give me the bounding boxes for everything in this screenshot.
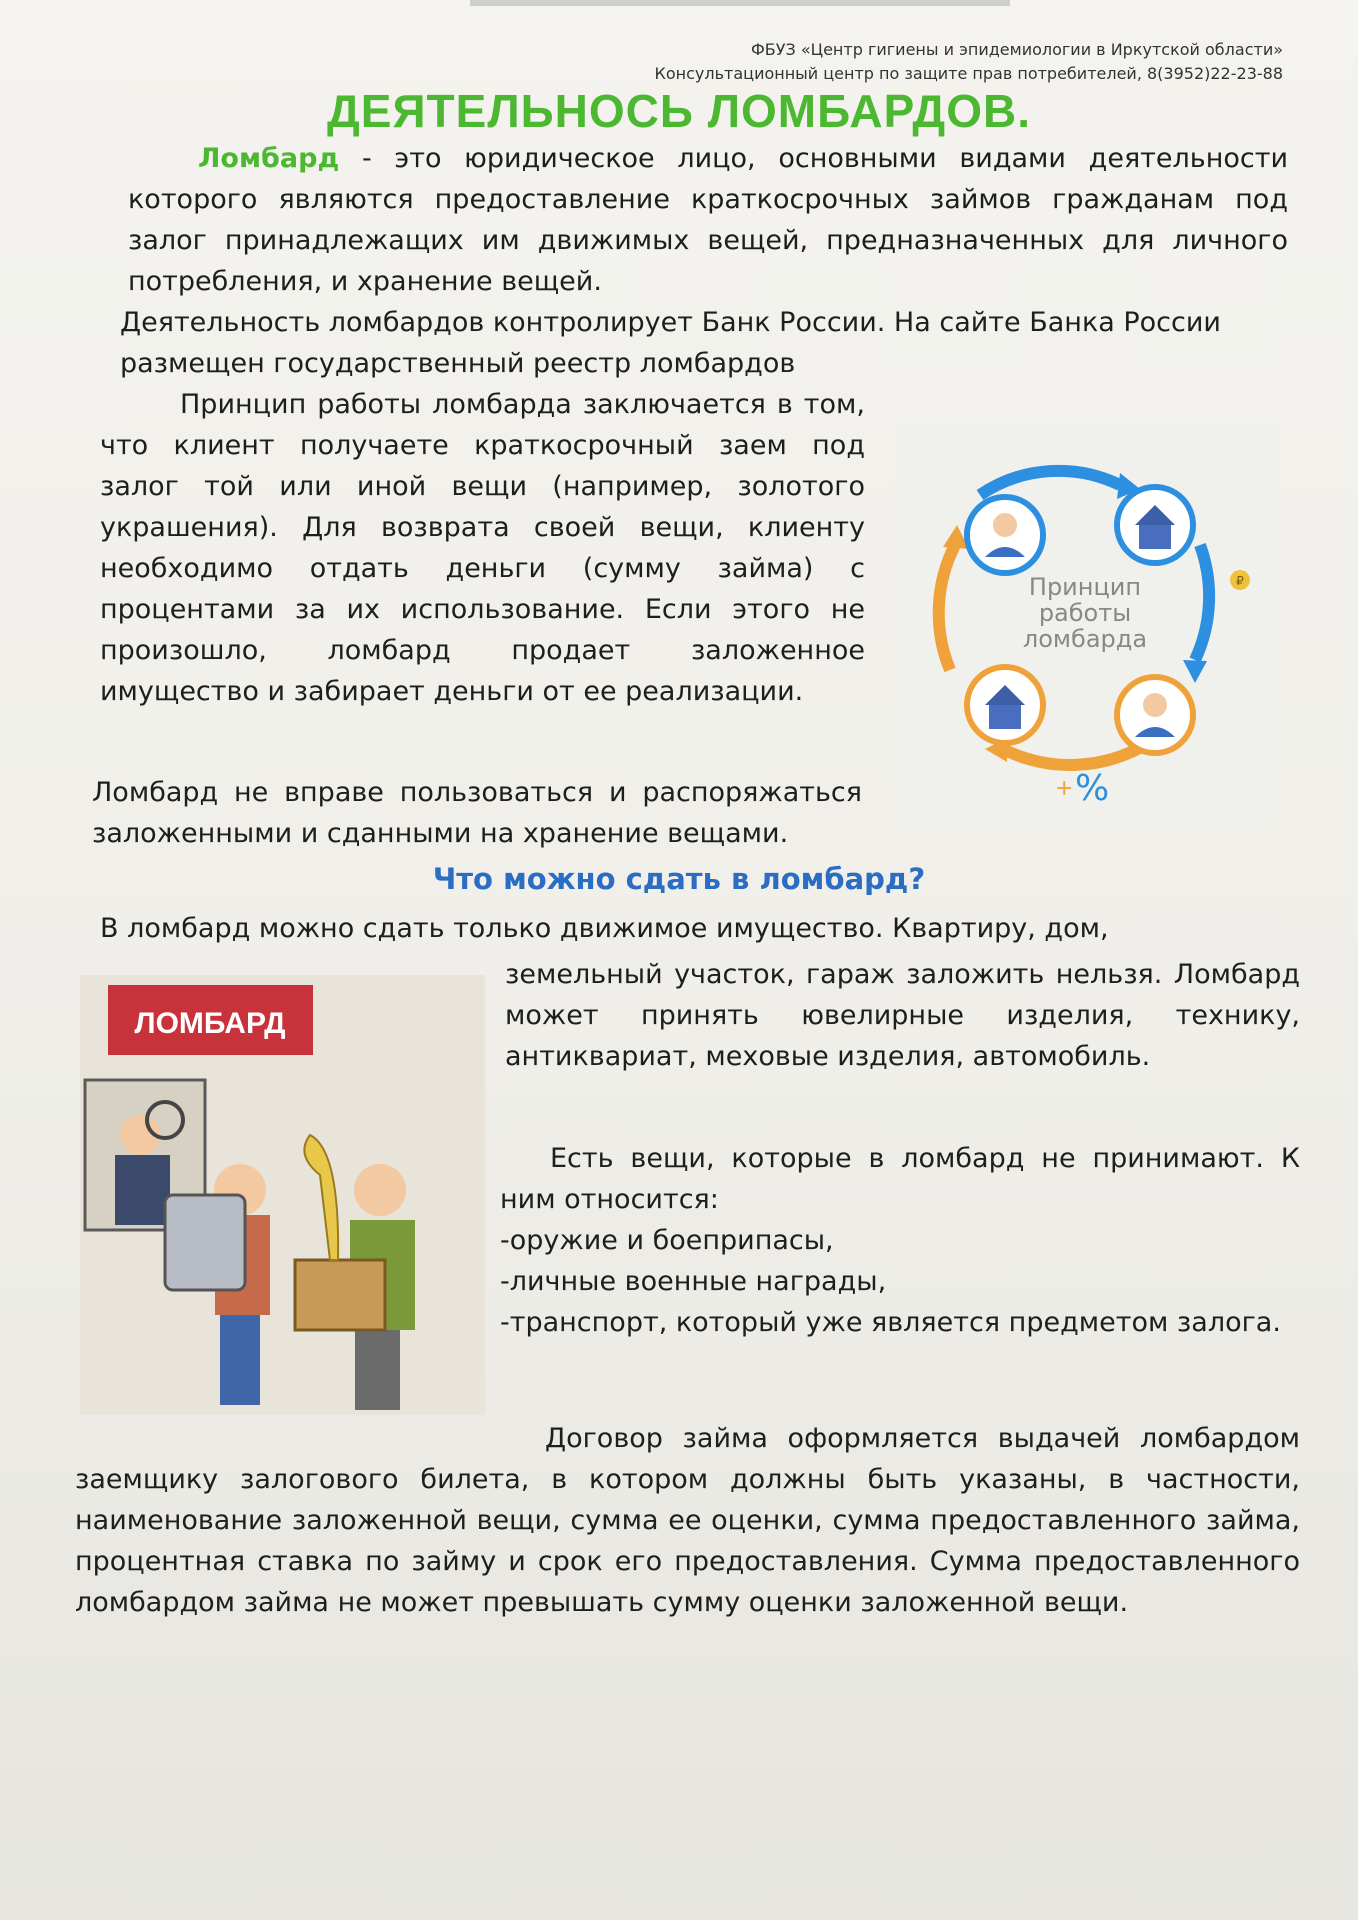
intro-definition: - это юридическое лицо, основными видами деятельности которого являются предоставление краткосрочных займов гражданам под залог принадлежащих им движимых вещей, предназначенных для личного потребления, и хранение вещей.: [128, 143, 1288, 297]
control-paragraph: Деятельность ломбардов контролирует Банк России. На сайте Банка России размещен государственный реестр ломбардов: [120, 307, 1221, 379]
list-item: -оружие и боеприпасы,: [500, 1225, 834, 1256]
header-line-1: ФБУЗ «Центр гигиены и эпидемиологии в Иркутской области»: [751, 40, 1283, 59]
pawnshop-cartoon: [80, 975, 485, 1415]
pawn-sign: ЛОМБАРД: [134, 1007, 286, 1040]
plus-symbol: +: [1055, 776, 1074, 801]
contract-paragraph: Договор займа оформляется выдачей ломбардом заемщику залогового билета, в котором должны быть указаны, в частности, наименование заложенной вещи, сумма ее оценки, сумма предоставленного займа, процентная ставка по займу и срок его предоставления. Сумма предоставленного ломбардом займа не может превышать сумму оценки заложенной вещи.: [75, 1423, 1300, 1618]
percent-symbol: %: [1075, 768, 1110, 809]
pawnshop-principle-diagram: [895, 425, 1275, 820]
principle-paragraph: Принцип работы ломбарда заключается в том, что клиент получаете краткосрочный заем под залог той или иной вещи (например, золотого украшения). Для возврата своей вещи, клиенту необходимо отдать деньги (сумму займа) с процентами за их использование. Если этого не произошло, ломбард продает заложенное имущество и забирает деньги от ее реализации.: [100, 389, 865, 707]
list-item: -транспорт, который уже является предметом залога.: [500, 1307, 1281, 1338]
rights-paragraph: Ломбард не вправе пользоваться и распоряжаться заложенными и сданными на хранение вещами.: [92, 777, 862, 849]
movable-rest: земельный участок, гараж заложить нельзя. Ломбард может принять ювелирные изделия, технику, антиквариат, меховые изделия, автомобиль.: [505, 959, 1300, 1072]
diagram-graphic: [895, 425, 1275, 820]
top-strip: [470, 0, 1010, 6]
organization-header: [655, 38, 1283, 86]
intro-paragraph: [128, 138, 1288, 302]
not-accepted-list: [500, 1220, 1300, 1343]
header-line-2: Консультационный центр по защите прав потребителей, 8(3952)22-23-88: [654, 64, 1283, 83]
coin-symbol: ₽: [1236, 574, 1244, 588]
movable-first-line: В ломбард можно сдать только движимое имущество. Квартиру, дом,: [100, 913, 1109, 944]
list-item: -личные военные награды,: [500, 1266, 887, 1297]
subheading: Что можно сдать в ломбард?: [432, 862, 926, 896]
not-accepted-intro: Есть вещи, которые в ломбард не принимают. К ним относится:: [500, 1143, 1300, 1215]
diagram-caption-1: Принцип: [1028, 573, 1142, 601]
not-accepted-block: [500, 1138, 1300, 1343]
diagram-caption-3: ломбарда: [1022, 625, 1148, 653]
diagram-caption-2: работы: [1038, 599, 1132, 627]
page-title: ДЕЯТЕЛЬНОСЬ ЛОМБАРДОВ.: [327, 85, 1031, 137]
intro-term: Ломбард: [198, 143, 340, 174]
pawnshop-illustration: [80, 975, 485, 1415]
